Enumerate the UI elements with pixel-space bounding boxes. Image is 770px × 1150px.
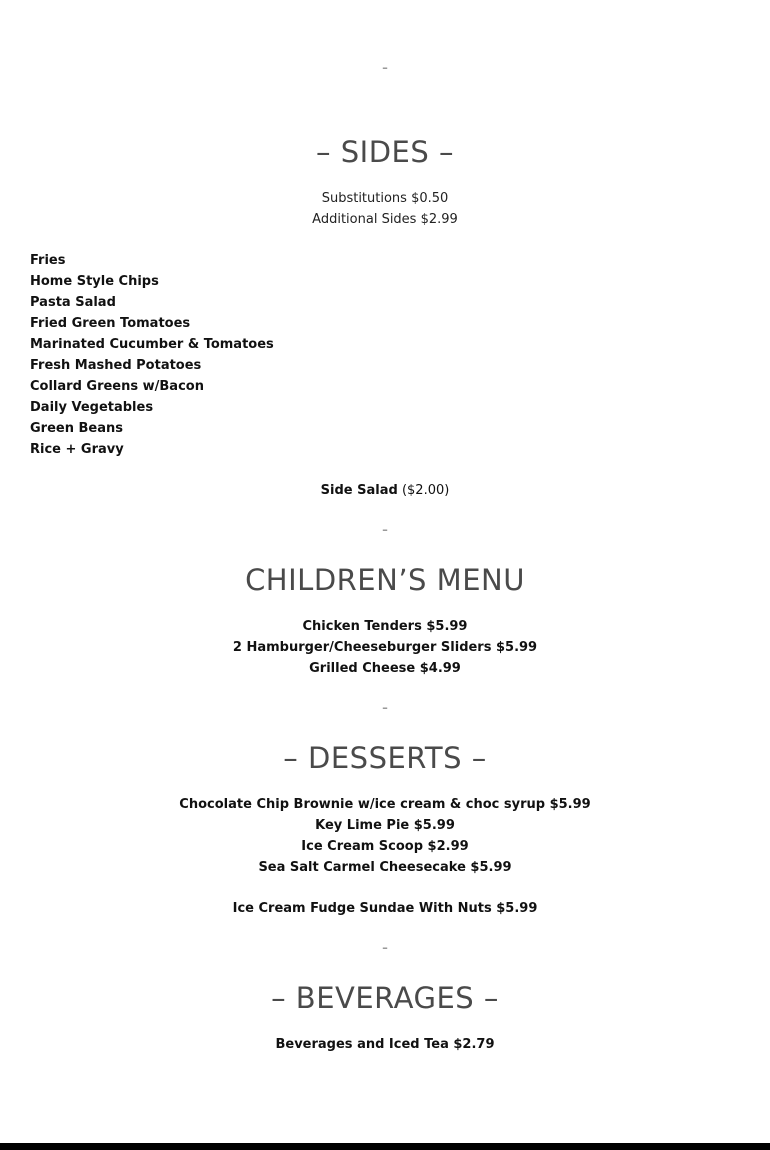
desserts-heading: – DESSERTS –	[283, 741, 487, 775]
desserts-list	[0, 794, 770, 878]
list-item: Sea Salt Carmel Cheesecake $5.99	[258, 860, 512, 875]
additional-sides-note: Additional Sides $2.99	[312, 212, 458, 227]
list-item: Marinated Cucumber & Tomatoes	[30, 337, 274, 352]
beverages-heading: – BEVERAGES –	[271, 981, 499, 1015]
separator-desserts: –	[382, 941, 388, 954]
footer-bar	[0, 1143, 770, 1150]
sides-heading: – SIDES –	[316, 135, 454, 169]
list-item: Fresh Mashed Potatoes	[30, 358, 202, 373]
childrens-menu-heading: CHILDREN’S MENU	[245, 563, 525, 597]
list-item: Home Style Chips	[30, 274, 159, 289]
list-item: Ice Cream Fudge Sundae With Nuts $5.99	[232, 901, 538, 916]
list-item: Pasta Salad	[30, 295, 116, 310]
list-item: Chocolate Chip Brownie w/ice cream & choc syrup $5.99	[179, 797, 591, 812]
list-item: Green Beans	[30, 421, 123, 436]
list-item: Beverages and Iced Tea $2.79	[275, 1037, 495, 1052]
list-item: Ice Cream Scoop $2.99	[301, 839, 469, 854]
substitutions-note: Substitutions $0.50	[321, 191, 449, 206]
side-salad-line	[0, 480, 770, 501]
separator-children: –	[382, 701, 388, 714]
list-item: Fries	[30, 253, 66, 268]
desserts-extra-list	[0, 898, 770, 919]
list-item: Fried Green Tomatoes	[30, 316, 191, 331]
separator-sides: –	[382, 523, 388, 536]
side-salad-name: Side Salad	[320, 483, 398, 498]
list-item: Chicken Tenders $5.99	[302, 619, 468, 634]
list-item: Key Lime Pie $5.99	[315, 818, 455, 833]
list-item: Daily Vegetables	[30, 400, 154, 415]
beverages-list	[0, 1034, 770, 1055]
sides-list	[30, 250, 274, 460]
separator-top: –	[382, 61, 388, 74]
childrens-menu-list	[0, 616, 770, 679]
side-salad-price: ($2.00)	[401, 483, 450, 498]
list-item: 2 Hamburger/Cheeseburger Sliders $5.99	[232, 640, 538, 655]
list-item: Grilled Cheese $4.99	[309, 661, 461, 676]
list-item: Collard Greens w/Bacon	[30, 379, 204, 394]
list-item: Rice + Gravy	[30, 442, 124, 457]
